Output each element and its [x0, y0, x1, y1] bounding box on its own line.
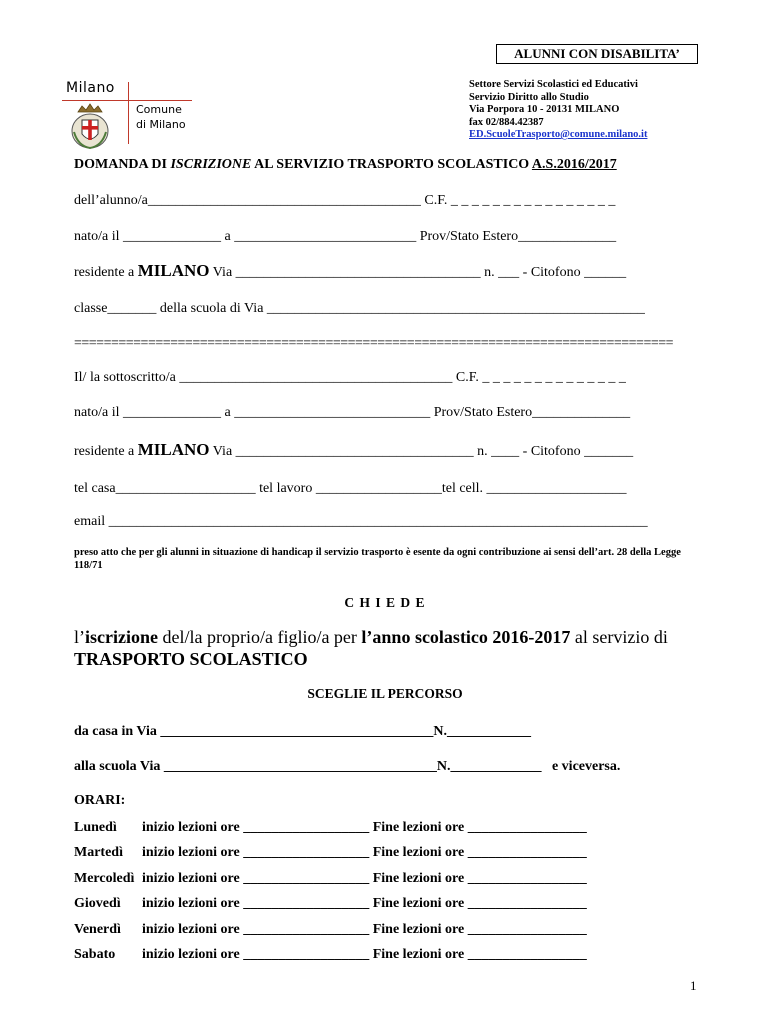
start-blank: __________________ — [243, 870, 370, 886]
exemption-note: preso atto che per gli alunni in situazione di handicap il servizio trasporto è esente da ogni contribuzione ai sensi dell’art. 28 della Legge 118/71 — [74, 547, 681, 571]
end-blank: _________________ — [467, 845, 587, 861]
start-label: inizio lezioni ore — [142, 921, 240, 937]
parent-phone-field[interactable]: tel casa____________________ tel lavoro __________________tel cell. ____________________ — [74, 481, 627, 496]
route-to-suffix: e viceversa. — [551, 759, 621, 774]
title-part-1: DOMANDA DI — [74, 157, 171, 172]
start-blank: __________________ — [243, 947, 370, 963]
route-from-field[interactable]: da casa in Via _______________________________________N.____________ — [74, 724, 531, 739]
start-time-field[interactable] — [142, 815, 587, 841]
request-school-year: l’anno scolastico 2016-2017 — [361, 627, 571, 647]
parent-birth-field[interactable]: nato/a il ______________ a ____________________________ Prov/Stato Estero______________ — [74, 405, 631, 420]
schedule-row-saturday — [74, 943, 587, 969]
schedule-row-friday — [74, 917, 587, 943]
start-label: inizio lezioni ore — [142, 870, 240, 886]
start-blank: __________________ — [243, 819, 370, 835]
schedule-day: Giovedì — [74, 896, 121, 912]
schedule-row-tuesday — [74, 841, 587, 867]
end-label: Fine lezioni ore — [372, 921, 465, 937]
parent-residence-prefix: residente a — [74, 444, 138, 459]
schedule-day: Sabato — [74, 947, 116, 963]
start-blank: __________________ — [243, 845, 370, 861]
start-label: inizio lezioni ore — [142, 845, 240, 861]
start-time-field[interactable] — [142, 917, 587, 943]
student-birth-field[interactable]: nato/a il ______________ a __________________________ Prov/Stato Estero______________ — [74, 229, 617, 244]
request-paragraph — [74, 626, 699, 670]
title-school-year: A.S.2016/2017 — [531, 157, 617, 172]
end-blank: _________________ — [467, 947, 587, 963]
page-number: 1 — [690, 978, 697, 993]
student-class-field[interactable]: classe_______ della scuola di Via ______________________________________________________ — [74, 301, 645, 316]
office-address — [469, 79, 647, 142]
start-time-field[interactable] — [142, 866, 587, 892]
request-part-2: iscrizione — [85, 627, 158, 647]
logo-divider-horizontal — [62, 100, 192, 101]
request-service-name: TRASPORTO SCOLASTICO — [74, 649, 308, 669]
schedule-day: Lunedì — [74, 819, 117, 835]
student-residence-field[interactable] — [74, 261, 626, 281]
schedule-row-monday — [74, 815, 587, 841]
request-part-1: l’ — [74, 627, 85, 647]
route-heading: SCEGLIE IL PERCORSO — [307, 686, 463, 701]
logo-comune-text — [136, 102, 186, 132]
start-time-field[interactable] — [142, 943, 587, 969]
start-blank: __________________ — [243, 896, 370, 912]
end-label: Fine lezioni ore — [372, 870, 465, 886]
logo-milano-text: Milano — [66, 80, 115, 96]
schedule-row-wednesday — [74, 866, 587, 892]
milano-crest-icon — [68, 102, 112, 150]
start-time-field[interactable] — [142, 892, 587, 918]
section-separator: ================================================================================= — [74, 336, 674, 351]
end-label: Fine lezioni ore — [372, 896, 465, 912]
logo-comune-line1: Comune — [136, 103, 182, 116]
request-part-5: al servizio di — [570, 627, 668, 647]
start-blank: __________________ — [243, 921, 370, 937]
start-label: inizio lezioni ore — [142, 947, 240, 963]
title-part-3: AL SERVIZIO TRASPORTO SCOLASTICO — [251, 157, 532, 172]
start-label: inizio lezioni ore — [142, 896, 240, 912]
end-blank: _________________ — [467, 819, 587, 835]
office-line-2: Servizio Diritto allo Studio — [469, 91, 589, 103]
end-label: Fine lezioni ore — [372, 947, 465, 963]
title-part-2: ISCRIZIONE — [170, 157, 252, 172]
student-residence-suffix: Via ___________________________________ n. ___ - Citofono ______ — [209, 265, 627, 280]
comune-milano-logo — [62, 80, 202, 150]
schedule-heading: ORARI: — [74, 793, 126, 808]
schedule-table — [74, 815, 587, 968]
schedule-day: Venerdì — [74, 921, 121, 937]
end-label: Fine lezioni ore — [372, 819, 465, 835]
student-name-field[interactable]: dell’alunno/a_______________________________________ C.F. _ _ _ _ _ _ _ _ _ _ _ _ _ _ _ _ — [74, 193, 616, 208]
office-line-4: fax 02/884.42387 — [469, 116, 544, 128]
parent-name-field[interactable]: Il/ la sottoscritto/a _______________________________________ C.F. _ _ _ _ _ _ _ _ _ _ _ _ _ _ — [74, 370, 626, 385]
request-part-3: del/la proprio/a figlio/a per — [157, 627, 362, 647]
route-to-line: alla scuola Via _______________________________________N._____________ — [74, 759, 542, 774]
office-email-link[interactable]: ED.ScuoleTrasporto@comune.milano.it — [469, 129, 648, 140]
office-line-3: Via Porpora 10 - 20131 MILANO — [469, 104, 620, 115]
parent-residence-suffix: Via __________________________________ n. ____ - Citofono _______ — [209, 444, 634, 459]
start-label: inizio lezioni ore — [142, 819, 240, 835]
form-title — [74, 157, 617, 173]
schedule-day: Mercoledì — [74, 870, 135, 886]
logo-divider-vertical — [128, 82, 129, 144]
schedule-row-thursday — [74, 892, 587, 918]
office-line-1: Settore Servizi Scolastici ed Educativi — [469, 79, 638, 90]
end-label: Fine lezioni ore — [372, 845, 465, 861]
logo-comune-line2: di Milano — [136, 118, 186, 131]
end-blank: _________________ — [467, 921, 587, 937]
parent-residence-city: MILANO — [137, 440, 210, 459]
student-residence-prefix: residente a — [74, 265, 138, 280]
end-blank: _________________ — [467, 896, 587, 912]
parent-email-field[interactable]: email _____________________________________________________________________________ — [74, 514, 648, 529]
chiede-heading: C H I E D E — [344, 595, 426, 610]
category-box: ALUNNI CON DISABILITA’ — [496, 44, 698, 64]
student-residence-city: MILANO — [137, 261, 210, 280]
end-blank: _________________ — [467, 870, 587, 886]
schedule-day: Martedì — [74, 845, 123, 861]
route-to-field[interactable] — [74, 759, 620, 775]
start-time-field[interactable] — [142, 841, 587, 867]
parent-residence-field[interactable] — [74, 440, 633, 460]
